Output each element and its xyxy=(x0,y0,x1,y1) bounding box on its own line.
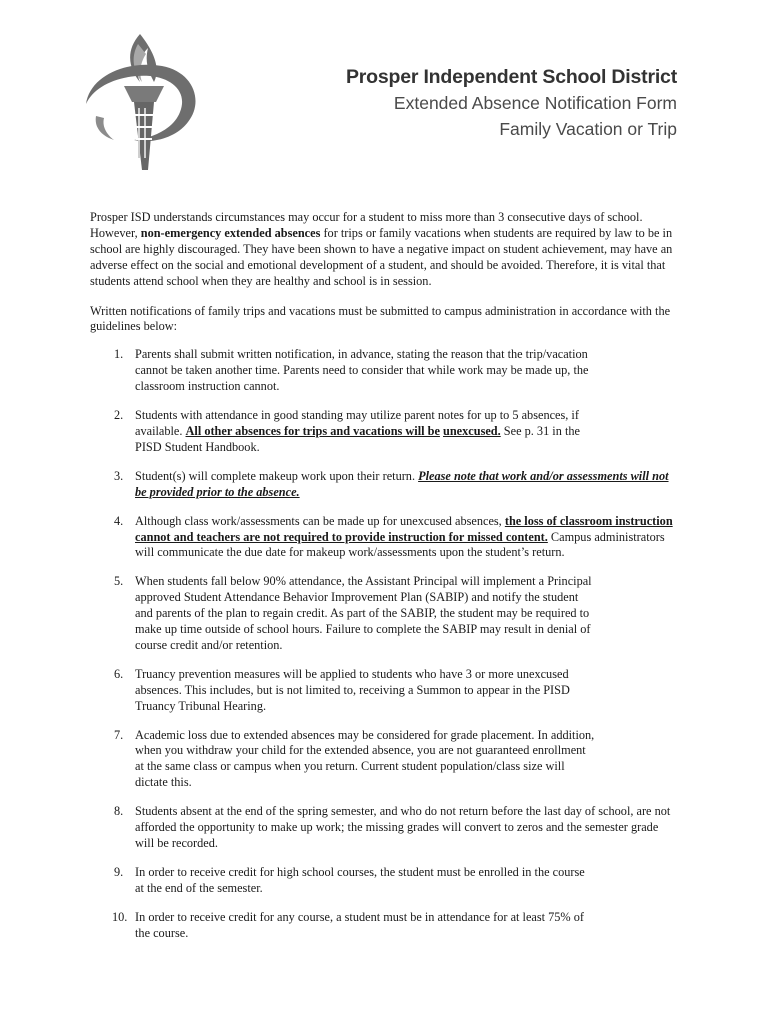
item-number: 8. xyxy=(114,804,124,819)
item-text: Although class work/assessments can be made up for unexcused absences, xyxy=(135,513,505,528)
list-item xyxy=(90,469,674,501)
item-number: 4. xyxy=(114,513,124,528)
intro-text-cont: for trips or family vacations when students are required by law to be in school are highly discouraged. They have been shown to have a negative impact on student achievement, may have an adverse effect on the social and emotional development of a student, and should be avoided. Therefore, it is vital that students attend school when they are healthy and school is in session. xyxy=(90,225,673,288)
item-text: Truancy prevention measures will be applied to students who have 3 or more unexcused absences. This includes, but is not limited to, receiving a Summon to appear in the PISD Truancy Tribunal Hearing. xyxy=(135,666,570,713)
torch-p-logo-icon xyxy=(80,30,206,178)
item-text: Student(s) will complete makeup work upon their return. xyxy=(135,468,419,483)
item-emphasis: the loss of classroom instruction cannot and teachers are not required to provide instruction for missed content. xyxy=(135,513,673,544)
item-number: 3. xyxy=(114,468,124,483)
item-number: 1. xyxy=(114,347,124,362)
item-text: In order to receive credit for high school courses, the student must be enrolled in the course at the end of the semester. xyxy=(135,864,585,895)
item-number: 6. xyxy=(114,666,124,681)
item-text: Students absent at the end of the spring semester, and who do not return before the last day of school, are not afforded the opportunity to make up work; the missing grades will convert to zeros and the semester grade will be recorded. xyxy=(135,804,671,850)
list-item xyxy=(90,804,674,852)
list-item xyxy=(90,514,674,562)
item-number: 10. xyxy=(112,909,128,924)
item-text: In order to receive credit for any course, a student must be in attendance for at least 75% of the course. xyxy=(135,909,584,940)
item-text: Campus administrators will communicate the due date for makeup work/assessments upon the student’s return. xyxy=(135,529,665,560)
item-number: 2. xyxy=(114,408,124,423)
item-number: 5. xyxy=(114,574,124,589)
item-emphasis: All other absences for trips and vacations will be xyxy=(185,423,440,438)
document-header xyxy=(346,64,677,142)
list-item xyxy=(90,667,674,715)
intro-bold-text: non-emergency extended absences xyxy=(140,225,321,240)
list-item xyxy=(90,347,674,395)
item-text: Academic loss due to extended absences may be considered for grade placement. In addition, when you withdraw your child for the extended absence, you are not guaranteed enrollment at the same class or campus when you return. Current student population/class size will dictate this. xyxy=(135,727,595,790)
form-title: Extended Absence Notification Form xyxy=(393,93,677,113)
item-text: Parents shall submit written notification, in advance, stating the reason that the trip/vacation cannot be taken another time. Parents need to consider that while work may be made up, the classroom instruction cannot. xyxy=(135,347,589,394)
intro-text: Prosper ISD understands circumstances may occur for a student to miss more than 3 consecutive days of school. However, xyxy=(90,210,643,240)
item-text: Students with attendance in good standing may utilize parent notes for up to 5 absences, if available. xyxy=(135,408,579,438)
item-emphasis: Please note that work and/or assessments will not be provided prior to the absence. xyxy=(135,468,669,499)
item-text: When students fall below 90% attendance, the Assistant Principal will implement a Principal approved Student Attendance Behavior Improvement Plan (SABIP) and notify the student and parents of the plan to regain credit. As part of the SABIP, the student may be required to make up time outside of school hours. Failure to complete the SABIP may result in denial of course credit and/or retention. xyxy=(135,574,592,652)
item-text: See p. 31 in the PISD Student Handbook. xyxy=(135,423,580,454)
guidelines-lead: Written notifications of family trips and vacations must be submitted to campus administration in accordance with the guidelines below: xyxy=(90,303,671,334)
form-subtitle: Family Vacation or Trip xyxy=(499,119,677,139)
intro-paragraph xyxy=(90,210,674,290)
list-item xyxy=(90,865,674,897)
item-number: 7. xyxy=(114,727,124,742)
guidelines-list xyxy=(90,347,674,941)
district-name: Prosper Independent School District xyxy=(345,66,677,88)
list-item xyxy=(90,728,674,792)
list-item xyxy=(90,910,674,942)
list-item xyxy=(90,408,674,456)
document-body xyxy=(90,210,674,955)
list-item xyxy=(90,574,674,654)
item-emphasis: unexcused. xyxy=(442,423,501,438)
item-number: 9. xyxy=(114,864,124,879)
